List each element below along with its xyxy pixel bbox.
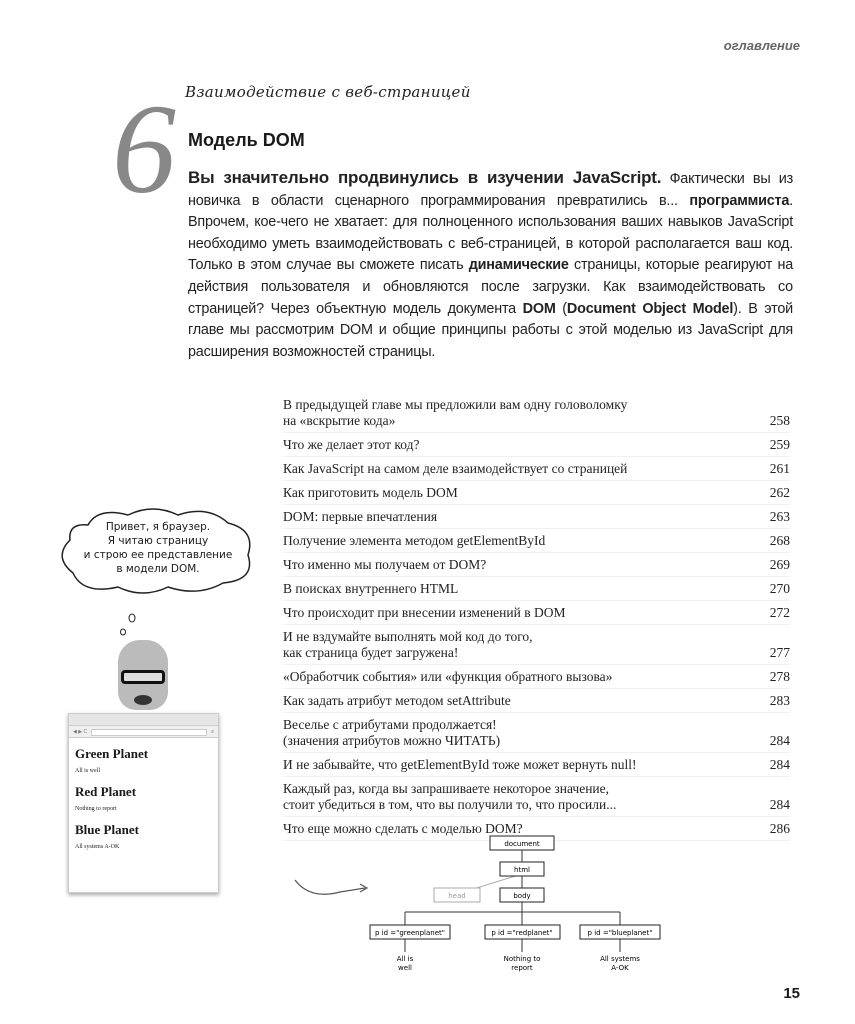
toc-entry-page: 259: [769, 436, 790, 452]
bubble-text: Привет, я браузер. Я читаю страницу и строю ее представление в модели DOM.: [83, 521, 233, 575]
toc-entry-title: Что именно мы получаем от DOM?: [283, 556, 487, 572]
toc-entry-title: И не вздумайте выполнять мой код до того, как страница будет загружена!: [283, 628, 533, 660]
toc-entry-title: Как приготовить модель DOM: [283, 484, 458, 500]
toc-entry-page: 270: [769, 580, 790, 596]
toc-entry-page: 284: [769, 756, 790, 772]
section-label: оглавление: [723, 38, 800, 53]
node-p-red: p id ="redplanet": [491, 929, 553, 937]
toc-entry-page: 286: [769, 820, 790, 836]
glasses-icon: [121, 670, 165, 684]
node-head: head: [448, 892, 466, 900]
toc-entry-title: И не забывайте, что getElementById тоже может вернуть null!: [283, 756, 637, 772]
toc-entry-page: 263: [769, 508, 790, 524]
toc-entry: [283, 689, 790, 713]
toc-entry-title: Что происходит при внесении изменений в DOM: [283, 604, 566, 620]
blue-planet-text: All systems A-OK: [75, 844, 120, 850]
toc-entry-title: Веселье с атрибутами продолжается! (значения атрибутов можно ЧИТАТЬ): [283, 716, 501, 748]
text-node: A-OK: [611, 964, 629, 972]
arrow-icon: [295, 880, 365, 894]
toc-entry: [283, 481, 790, 505]
page-number: 15: [783, 985, 800, 1002]
toc-entry-page: 277: [769, 644, 790, 660]
chapter-intro: Вы значительно продвинулись в изучении JavaScript. Фактически вы из новичка в области сценарного программирования превратились в... программиста. Впрочем, кое-чего не хватает: для полноценного использования ваших навыков JavaScript необходимо уметь взаимодействовать с веб-страницей, в которой располагается ваш код. Только в этом случае вы сможете писать динамические страницы, которые реагируют на действия пользователя и обновляются после загрузки. Как взаимодействовать со страницей? Через объектную модель документа DOM (Document Object Model). В этой главе мы рассмотрим DOM и общие принципы работы с этой моделью из JavaScript для расширения возможностей страницы.: [188, 168, 794, 360]
text-node: Nothing to: [503, 955, 541, 963]
toc-entry: [283, 577, 790, 601]
node-document: document: [504, 840, 540, 848]
toc-entry: [283, 625, 790, 665]
toc-entry: [283, 457, 790, 481]
toc-entry-title: Как JavaScript на самом деле взаимодействует со страницей: [283, 460, 628, 476]
mouth: [134, 695, 152, 705]
thought-dots: [118, 612, 138, 642]
toc-entry-page: 262: [769, 484, 790, 500]
green-planet-heading: Green Planet: [75, 746, 149, 761]
toc-entry-page: 272: [769, 604, 790, 620]
chapter-title: Модель DOM: [188, 130, 305, 150]
toc-entry: [283, 665, 790, 689]
toc-entry: [283, 713, 790, 753]
toc-entry-title: DOM: первые впечатления: [283, 508, 438, 524]
green-planet-text: All is well: [75, 768, 100, 774]
toc-entry-page: 284: [769, 732, 790, 748]
toc-entry-page: 284: [769, 796, 790, 812]
toc-entry-title: Как задать атрибут методом setAttribute: [283, 692, 511, 708]
toc-entry-page: 278: [769, 668, 790, 684]
toc-entry-page: 261: [769, 460, 790, 476]
toc-entry-title: Что еще можно сделать с моделью DOM?: [283, 820, 523, 836]
toc-entry: [283, 777, 790, 817]
toc-entry-page: 268: [769, 532, 790, 548]
toc-entry-title: «Обработчик события» или «функция обратного вызова»: [283, 668, 613, 684]
chapter-number: 6: [112, 78, 176, 220]
text-node: All systems: [600, 955, 640, 963]
toc-entry: [283, 601, 790, 625]
toc-entry-title: Что же делает этот код?: [283, 436, 420, 452]
red-planet-heading: Red Planet: [75, 784, 137, 799]
intro-lead: Вы значительно продвинулись в изучении JavaScript.: [188, 168, 662, 187]
toc-entry-title: В поисках внутреннего HTML: [283, 580, 459, 596]
text-node: report: [511, 964, 533, 972]
toc-entry-page: 283: [769, 692, 790, 708]
node-p-blue: p id ="blueplanet": [587, 929, 653, 937]
dom-tree-diagram: [290, 830, 690, 980]
toc-entry-title: Получение элемента методом getElementById: [283, 532, 546, 548]
chapter-subtitle: Взаимодействие с веб-страницей: [185, 83, 471, 101]
table-of-contents: [283, 393, 790, 841]
text-node: well: [398, 964, 412, 972]
toc-entry-title: В предыдущей главе мы предложили вам одну головоломку на «вскрытие кода»: [283, 396, 628, 428]
toc-entry-title: Каждый раз, когда вы запрашиваете некоторое значение, стоит убедиться в том, что вы получили то, что просили...: [283, 780, 617, 812]
toc-entry: [283, 753, 790, 777]
node-body: body: [513, 892, 531, 900]
toc-entry: [283, 433, 790, 457]
browser-urlbar: ◀ ▶ C ≡: [69, 726, 218, 738]
toc-entry: [283, 553, 790, 577]
node-html: html: [514, 866, 530, 874]
toc-entry: [283, 529, 790, 553]
red-planet-text: Nothing to report: [75, 806, 117, 812]
toc-entry-page: 269: [769, 556, 790, 572]
browser-window: [68, 713, 219, 893]
toc-entry: [283, 393, 790, 433]
toc-entry-page: 258: [769, 412, 790, 428]
browser-tabbar: [69, 714, 218, 726]
blue-planet-heading: Blue Planet: [75, 822, 139, 837]
toc-entry: [283, 505, 790, 529]
node-p-green: p id ="greenplanet": [375, 929, 445, 937]
text-node: All is: [396, 955, 414, 963]
